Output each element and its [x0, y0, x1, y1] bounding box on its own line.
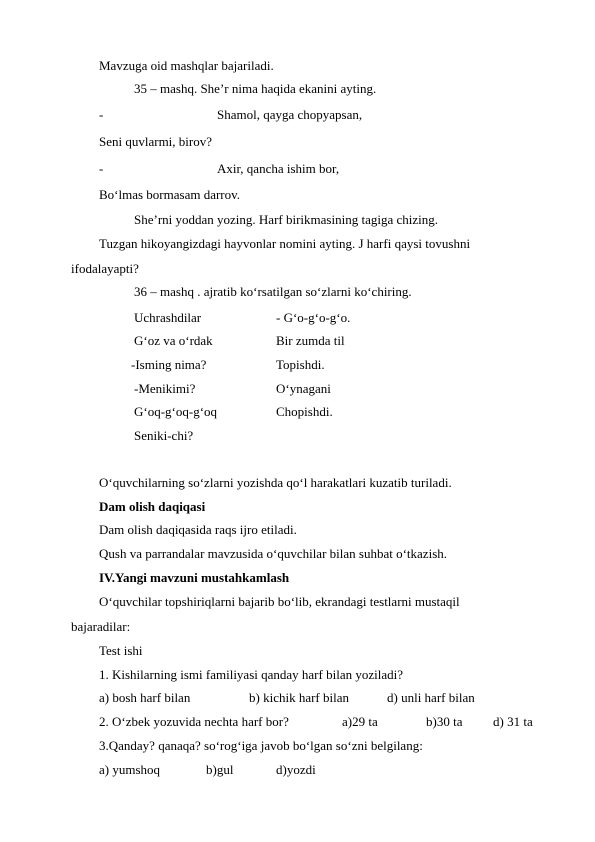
poem-dash: - [99, 107, 104, 122]
dialogue-left: G‘oq-g‘oq-g‘oq [134, 404, 218, 419]
observation-line: O‘quvchilarning so‘zlarni yozishda qo‘l harakatlari kuzatib turiladi. [99, 475, 452, 490]
test-question-2: 2. O‘zbek yozuvida nechta harf bor? [99, 714, 289, 729]
poem-line: Bo‘lmas bormasam darrov. [99, 187, 241, 202]
dialogue-left: Seniki-chi? [134, 428, 194, 443]
poem-line: Axir, qancha ishim bor, [217, 161, 340, 176]
dialogue-left: -Menikimi? [134, 381, 196, 396]
dialogue-right: - G‘o-g‘o-g‘o. [276, 310, 351, 325]
poem-line: Shamol, qayga chopyapsan, [217, 107, 363, 122]
answer-option: a) bosh harf bilan [99, 690, 191, 705]
answer-option: b)30 ta [426, 714, 463, 729]
exercise-35-heading: 35 – mashq. She’r nima haqida ekanini ayting. [134, 81, 377, 96]
dialogue-right: O‘ynagani [276, 381, 331, 396]
poem-dash: - [99, 161, 104, 176]
instruction-line: She’rni yoddan yozing. Harf birikmasining tagiga chizing. [134, 212, 438, 227]
answer-option: b)gul [206, 762, 234, 777]
answer-option: d)yozdi [276, 762, 316, 777]
body-line: bajaradilar: [71, 619, 131, 634]
section-heading: Dam olish daqiqasi [99, 499, 206, 514]
dialogue-left: Uchrashdilar [134, 310, 202, 325]
dialogue-left: G‘oz va o‘rdak [134, 333, 213, 348]
body-line: Dam olish daqiqasida raqs ijro etiladi. [99, 522, 297, 537]
answer-option: d) 31 ta [493, 714, 533, 729]
instruction-line: ifodalayapti? [71, 261, 139, 276]
intro-line: Mavzuga oid mashqlar bajariladi. [99, 58, 274, 73]
dialogue-right: Bir zumda til [276, 333, 345, 348]
section-heading: IV.Yangi mavzuni mustahkamlash [99, 570, 290, 585]
exercise-36-heading: 36 – mashq . ajratib ko‘rsatilgan so‘zlarni ko‘chiring. [134, 284, 412, 299]
test-heading: Test ishi [99, 643, 143, 658]
dialogue-left: -Isming nima? [131, 357, 207, 372]
test-question-3: 3.Qanday? qanaqa? so‘rog‘iga javob bo‘lgan so‘zni belgilang: [99, 738, 423, 753]
answer-option: b) kichik harf bilan [249, 690, 349, 705]
dialogue-right: Topishdi. [276, 357, 325, 372]
test-question-1: 1. Kishilarning ismi familiyasi qanday harf bilan yoziladi? [99, 667, 403, 682]
answer-option: a) yumshoq [99, 762, 161, 777]
poem-line: Seni quvlarmi, birov? [99, 134, 213, 149]
answer-option: d) unli harf bilan [387, 690, 475, 705]
answer-option: a)29 ta [342, 714, 378, 729]
instruction-line: Tuzgan hikoyangizdagi hayvonlar nomini ayting. J harfi qaysi tovushni [99, 236, 471, 251]
body-line: Qush va parrandalar mavzusida o‘quvchilar bilan suhbat o‘tkazish. [99, 546, 447, 561]
body-line: O‘quvchilar topshiriqlarni bajarib bo‘lib, ekrandagi testlarni mustaqil [99, 594, 460, 609]
dialogue-right: Chopishdi. [276, 404, 333, 419]
